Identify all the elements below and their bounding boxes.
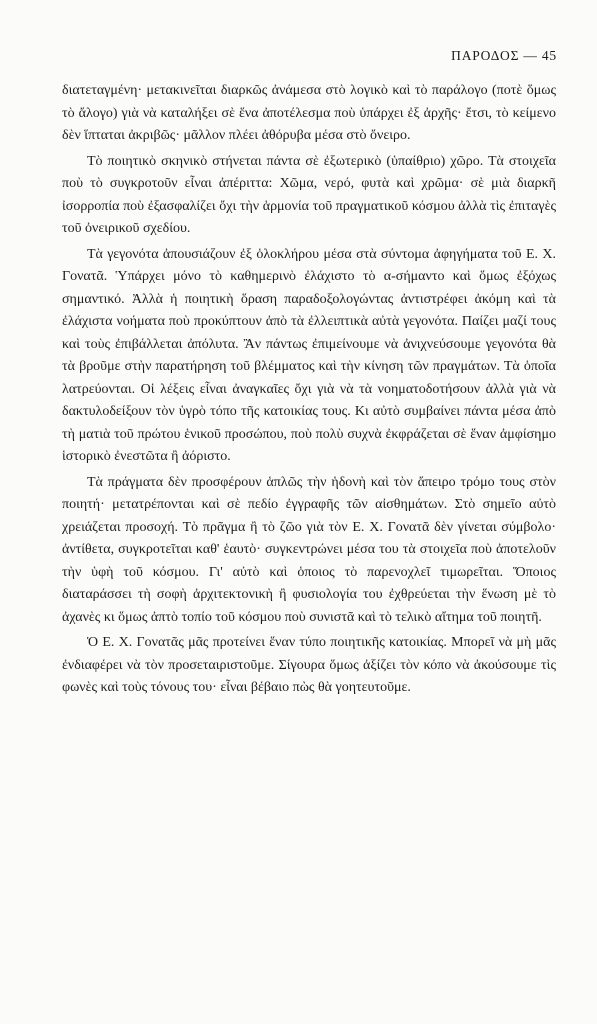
paragraph-continued: διατεταγμένη· μετακινεῖται διαρκῶς ἀνάμεσα στὸ λογικὸ καὶ τὸ παράλογο (ποτὲ ὅμως τὸ ἄλογο) γιὰ νὰ καταλήξει σὲ ἕνα ἀποτέλεσμα ποὺ ὑπάρχει ἐξ ἀρχῆς· ἔτσι, τὸ κείμενο δὲν ἵπταται ἀκριβῶς· μᾶλλον πλέει ἀθόρυβα μέσα στὸ ὄνειρο. (62, 83, 556, 143)
body-text (62, 80, 556, 703)
running-head: ΠΑΡΟΔΟΣ — 45 (451, 48, 557, 63)
paragraph-scenery: Τὸ ποιητικὸ σκηνικὸ στήνεται πάντα σὲ ἐξωτερικὸ (ὑπαίθριο) χῶρο. Τὰ στοιχεῖα ποὺ τὸ συγκροτοῦν εἶναι ἀπέριττα: Χῶμα, νερό, φυτὰ καὶ χρῶμα· σὲ μιὰ διαρκῆ ἰσορροπία ποὺ ἐξασφαλίζει ὄχι τὴν ἁρμονία τοῦ πραγματικοῦ κόσμου ἀλλὰ τὶς ἐπιταγὲς τοῦ ὀνειρικοῦ σχεδίου. (62, 153, 556, 236)
paragraph-things: Τὰ πράγματα δὲν προσφέρουν ἁπλῶς τὴν ἡδονὴ καὶ τὸν ἄπειρο τρόμο τους στὸν ποιητή· μετατρέπονται καὶ σὲ πεδίο ἐγγραφῆς τῶν αἰσθημάτων. Στὸ σημεῖο αὐτὸ χρειάζεται προσοχή. Τὸ πρᾶγμα ἢ τὸ ζῶο γιὰ τὸν Ε. Χ. Γονατᾶ δὲν γίνεται σύμβολο· ἀντίθετα, συγκροτεῖται καθ' ἑαυτὸ· συγκεντρώνει μέσα του τὰ στοιχεῖα ποὺ ἀποτελοῦν τὴν ὑφὴ τοῦ κόσμου. Γι' αὐτὸ καὶ ὁποιος τὸ παρενοχλεῖ τιμωρεῖται. Ὅποιος διαταράσσει τὴ σοφὴ ἀρχιτεκτονικὴ ἢ φυσιολογία του ἐχθρεύεται τὴν ἕνωση μὲ τὸ ἀχανὲς κι ὅμως ἀπτὸ τοπίο τοῦ κόσμου ποὺ συνιστᾶ καὶ τὸ τελικὸ αἴτημα τοῦ ποιητῆ. (62, 474, 556, 625)
paragraph-events: Τὰ γεγονότα ἀπουσιάζουν ἐξ ὁλοκλήρου μέσα στὰ σύντομα ἀφηγήματα τοῦ Ε. Χ. Γονατᾶ. Ὑπάρχει μόνο τὸ καθημερινὸ ἐλάχιστο τὸ α-σήμαντο καὶ ὅμως ἐξόχως σημαντικό. Ἀλλὰ ἡ ποιητικὴ ὅραση παραδοξολογώντας ἀντιστρέφει ἀκόμη καὶ τὰ ἐλάχιστα νοήματα ποὺ προκύπτουν ἀπὸ τὰ ἐλλειπτικὰ αὐτὰ γεγονότα. Παίζει μαζί τους καὶ τοὺς ἐπιβάλλεται ἀπόλυτα. Ἂν πάντως ἐπιμείνουμε νὰ ἀνιχνεύσουμε γεγονότα θὰ τὰ βροῦμε στὴν παρατήρηση τοῦ βλέμματος καὶ τὴν κίνηση τῶν πραγμάτων. Τὰ ὁποῖα λατρεύονται. Οἱ λέξεις εἶναι ἀναγκαῖες ὄχι γιὰ νὰ τὰ νοηματοδοτήσουν ἀλλὰ γιὰ νὰ δακτυλοδείξουν τὸν ὑγρὸ τόπο τῆς κατοικίας τους. Κι αὐτὸ συμβαίνει πάντα μέσα ἀπὸ τὴ ματιὰ τοῦ πρώτου ἑνικοῦ προσώπου, ποὺ πολὺ συχνὰ ἐκφράζεται σὲ ἕναν ἀμφίσημο ἱστορικὸ ἐνεστῶτα ἢ ἀόριστο. (62, 246, 556, 464)
paragraph-conclusion: Ὁ Ε. Χ. Γονατᾶς μᾶς προτείνει ἕναν τύπο ποιητικῆς κατοικίας. Μπορεῖ νὰ μὴ μᾶς ἐνδιαφέρει νὰ τὸν προσεταιριστοῦμε. Σίγουρα ὅμως ἀξίζει τὸν κόπο νὰ ἀκούσουμε τὶς φωνὲς καὶ τοὺς τόνους του· εἶναι βέβαιο πὼς θὰ γοητευτοῦμε. (62, 635, 556, 695)
